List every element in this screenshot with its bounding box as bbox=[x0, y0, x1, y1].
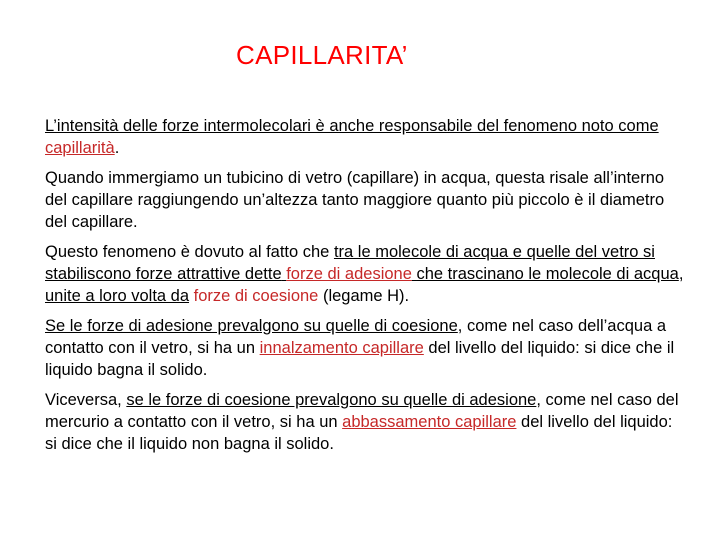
term-innalzamento-capillare: innalzamento capillare bbox=[259, 339, 424, 357]
phenomenon-text-1: Questo fenomeno è dovuto al fatto che bbox=[45, 243, 334, 261]
cohesion-condition: se le forze di coesione prevalgono su quelle di adesione bbox=[126, 391, 537, 409]
paragraph-immersion bbox=[45, 167, 685, 233]
cohesion-text-3: del livello del liquido: si dice che il liquido non bagna il solido. bbox=[45, 413, 673, 453]
adhesion-text-1: , come nel caso dell’acqua a contatto con il vetro, si ha un bbox=[45, 317, 667, 357]
adhesion-condition: Se le forze di adesione prevalgono su quelle di coesione bbox=[45, 317, 458, 335]
paragraph-adhesion bbox=[45, 315, 685, 381]
adhesion-text-2: del livello del liquido: si dice che il liquido bagna il solido. bbox=[45, 339, 675, 379]
term-forze-di-adesione: forze di adesione bbox=[286, 265, 412, 283]
phenomenon-text-end: (legame H). bbox=[318, 287, 410, 305]
immersion-text: Quando immergiamo un tubicino di vetro (capillare) in acqua, questa risale all’interno del capillare raggiungendo un’altezza tanto maggiore quanto più piccolo è il diametro del capillare. bbox=[45, 169, 665, 231]
body-text bbox=[45, 115, 685, 463]
intro-text: L’intensità delle forze intermolecolari è anche responsabile del fenomeno noto come bbox=[45, 117, 659, 135]
phenomenon-comma: , bbox=[678, 265, 684, 283]
cohesion-text-2: , come nel caso del mercurio a contatto con il vetro, si ha un bbox=[45, 391, 679, 431]
phenomenon-underlined-3: unite a loro volta da bbox=[45, 287, 190, 305]
phenomenon-underlined-1: tra le molecole di acqua e quelle del vetro si stabiliscono forze attrattive dette bbox=[45, 243, 655, 283]
slide-title: CAPILLARITA’ bbox=[236, 40, 408, 70]
paragraph-phenomenon bbox=[45, 241, 685, 307]
cohesion-text-1: Viceversa, bbox=[45, 391, 127, 409]
term-forze-di-coesione: forze di coesione bbox=[193, 287, 319, 305]
term-abbassamento-capillare: abbassamento capillare bbox=[342, 413, 517, 431]
phenomenon-underlined-2: che trascinano le molecole di acqua bbox=[416, 265, 679, 283]
paragraph-intro bbox=[45, 115, 685, 159]
intro-period: . bbox=[114, 139, 120, 157]
term-capillarita: capillarità bbox=[45, 139, 115, 157]
paragraph-cohesion bbox=[45, 389, 685, 455]
